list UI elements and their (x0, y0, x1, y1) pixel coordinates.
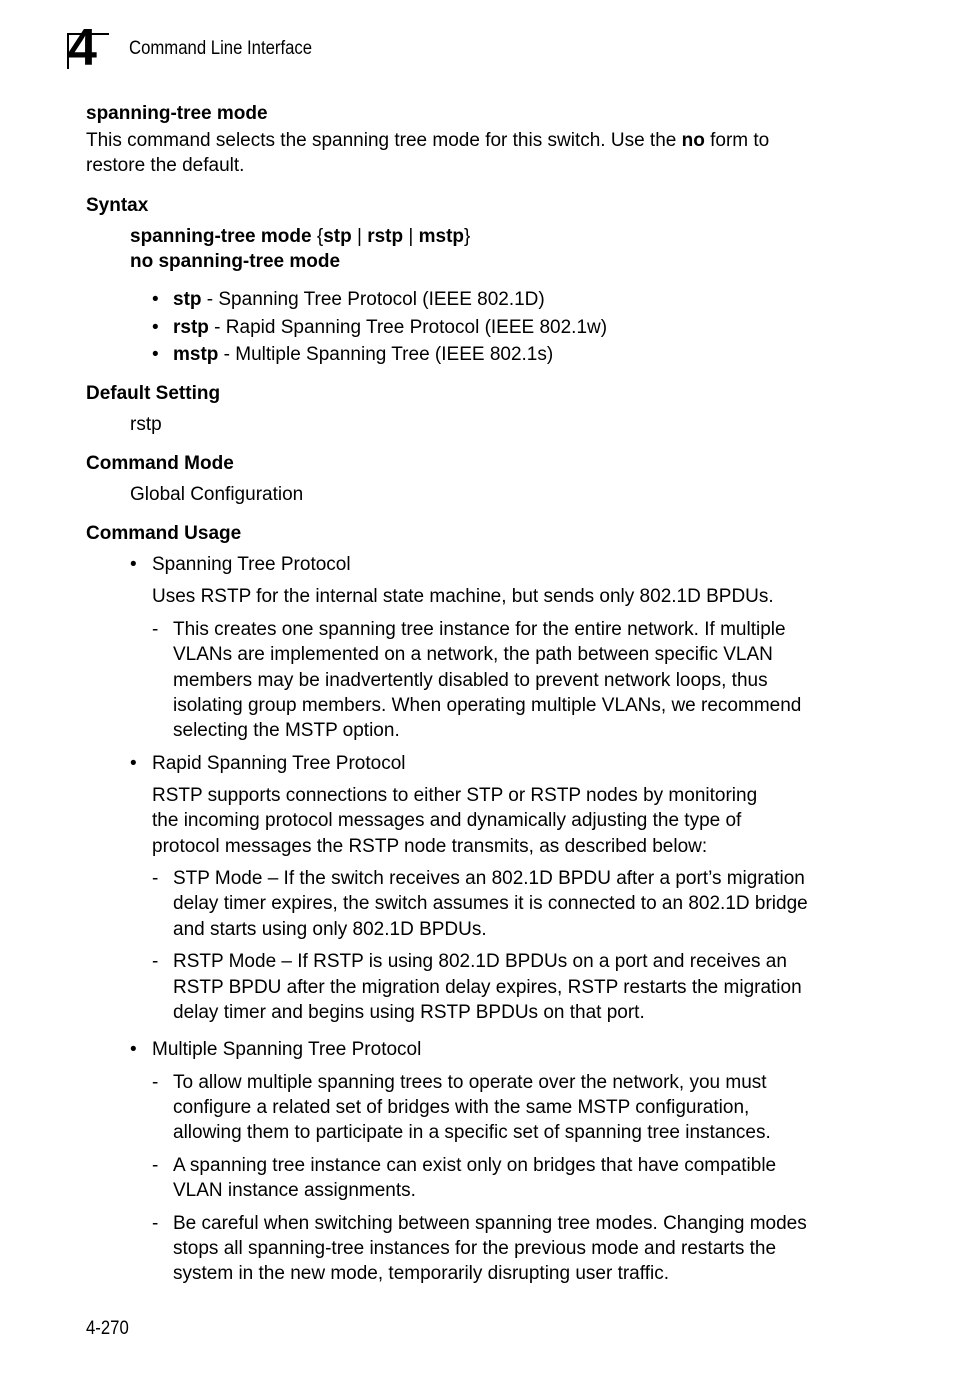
command-mode-value: Global Configuration (130, 484, 304, 505)
syntax-option-stp: stp (323, 226, 352, 247)
usage-dash: - (152, 1155, 159, 1176)
option-desc: - Rapid Spanning Tree Protocol (IEEE 802.1w) (208, 317, 608, 338)
usage-dash: - (152, 868, 159, 889)
usage-stp-item-line: VLANs are implemented on a network, the path between specific VLAN (173, 644, 773, 665)
usage-bullet: • (130, 1039, 137, 1060)
syntax-brace-open: { (311, 226, 324, 247)
usage-rstp-item-line: delay timer and begins using RSTP BPDUs on that port. (173, 1002, 645, 1023)
syntax-option-item (152, 287, 159, 312)
page-number: 4-270 (86, 1318, 129, 1339)
usage-rstp-item-line: RSTP Mode – If RSTP is using 802.1D BPDUs on a port and receives an (173, 951, 787, 972)
usage-dash: - (152, 951, 159, 972)
usage-stp-item-line: selecting the MSTP option. (173, 720, 400, 741)
syntax-brace-close: } (464, 226, 471, 247)
syntax-line-1 (130, 224, 470, 249)
syntax-option-text (173, 315, 607, 340)
usage-stp-item-line: This creates one spanning tree instance for the entire network. If multiple (173, 619, 786, 640)
running-title: Command Line Interface (129, 38, 313, 59)
command-title: spanning-tree mode (86, 103, 268, 124)
option-desc: - Multiple Spanning Tree (IEEE 802.1s) (218, 344, 554, 365)
usage-rstp-intro-line: protocol messages the RSTP node transmits, as described below: (152, 836, 708, 857)
syntax-option-item (152, 315, 159, 340)
description-line-1 (86, 128, 769, 153)
usage-stp-title: Spanning Tree Protocol (152, 554, 351, 575)
usage-stp-intro: Uses RSTP for the internal state machine, but sends only 802.1D BPDUs. (152, 586, 774, 607)
option-name: stp (173, 289, 202, 310)
bullet-glyph: • (152, 344, 159, 365)
usage-rstp-item-line: RSTP BPDU after the migration delay expires, RSTP restarts the migration (173, 977, 802, 998)
syntax-option-text (173, 287, 545, 312)
option-desc: - Spanning Tree Protocol (IEEE 802.1D) (201, 289, 545, 310)
usage-mstp-item-line: VLAN instance assignments. (173, 1180, 416, 1201)
syntax-separator: | (403, 226, 419, 247)
usage-mstp-item-line: stops all spanning-tree instances for the previous mode and restarts the (173, 1238, 777, 1259)
usage-mstp-item-line: allowing them to participate in a specific set of spanning tree instances. (173, 1122, 771, 1143)
option-name: mstp (173, 344, 219, 365)
description-text-tail: form to (704, 130, 770, 151)
default-setting-value: rstp (130, 414, 162, 435)
chapter-number: 4 (68, 19, 95, 77)
description-text: This command selects the spanning tree mode for this switch. Use the (86, 130, 682, 151)
syntax-option-rstp: rstp (367, 226, 404, 247)
usage-dash: - (152, 1072, 159, 1093)
usage-rstp-item-line: delay timer expires, the switch assumes it is connected to an 802.1D bridge (173, 893, 808, 914)
command-mode-heading: Command Mode (86, 453, 234, 474)
bullet-glyph: • (152, 317, 159, 338)
usage-mstp-item-line: A spanning tree instance can exist only on bridges that have compatible (173, 1155, 777, 1176)
bullet-glyph: • (152, 289, 159, 310)
usage-dash: - (152, 619, 159, 640)
syntax-option-item (152, 342, 159, 367)
syntax-separator: | (351, 226, 368, 247)
usage-bullet: • (130, 554, 137, 575)
usage-mstp-item-line: configure a related set of bridges with the same MSTP configuration, (173, 1097, 750, 1118)
syntax-line-2: no spanning-tree mode (130, 251, 341, 272)
option-name: rstp (173, 317, 209, 338)
usage-stp-item-line: isolating group members. When operating multiple VLANs, we recommend (173, 695, 802, 716)
usage-mstp-item-line: Be careful when switching between spanning tree modes. Changing modes (173, 1213, 807, 1234)
usage-mstp-title: Multiple Spanning Tree Protocol (152, 1039, 422, 1060)
usage-stp-item-line: members may be inadvertently disabled to prevent network loops, thus (173, 670, 768, 691)
usage-rstp-intro-line: RSTP supports connections to either STP or RSTP nodes by monitoring (152, 785, 758, 806)
syntax-option-mstp: mstp (418, 226, 465, 247)
usage-bullet: • (130, 753, 137, 774)
usage-mstp-item-line: system in the new mode, temporarily disrupting user traffic. (173, 1263, 669, 1284)
usage-mstp-item-line: To allow multiple spanning trees to operate over the network, you must (173, 1072, 767, 1093)
default-setting-heading: Default Setting (86, 383, 221, 404)
usage-rstp-title: Rapid Spanning Tree Protocol (152, 753, 406, 774)
syntax-heading: Syntax (86, 195, 149, 216)
command-usage-heading: Command Usage (86, 523, 242, 544)
syntax-command: spanning-tree mode (130, 226, 312, 247)
description-line-2: restore the default. (86, 155, 245, 176)
syntax-option-text (173, 342, 553, 367)
usage-rstp-item-line: STP Mode – If the switch receives an 802.1D BPDU after a port’s migration (173, 868, 805, 889)
usage-rstp-item-line: and starts using only 802.1D BPDUs. (173, 919, 487, 940)
usage-rstp-intro-line: the incoming protocol messages and dynamically adjusting the type of (152, 810, 742, 831)
description-no-keyword: no (681, 130, 705, 151)
usage-dash: - (152, 1213, 159, 1234)
